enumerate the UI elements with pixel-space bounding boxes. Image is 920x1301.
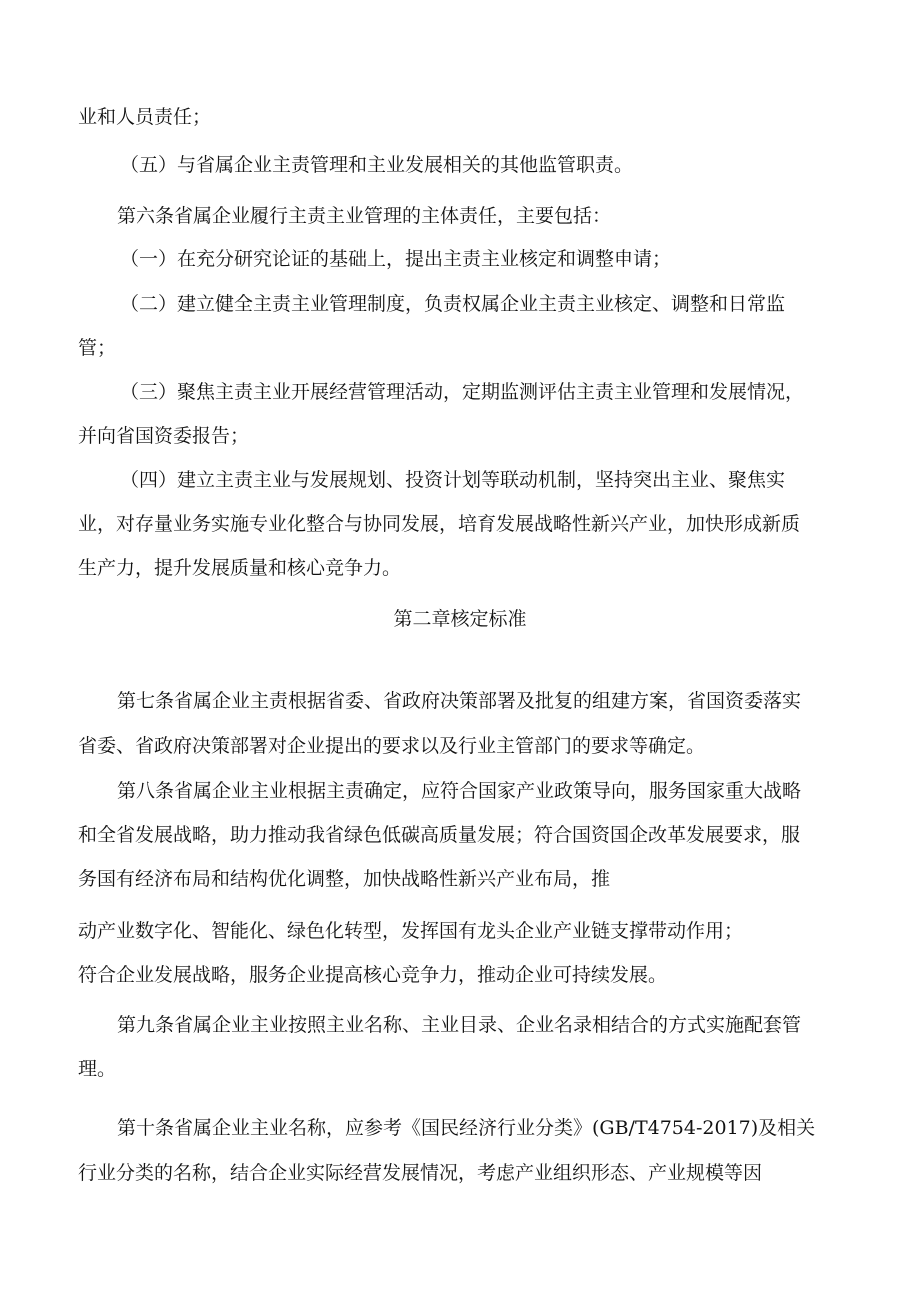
text-line: 业和人员责任； xyxy=(78,106,212,128)
text-line: 第九条省属企业主业按照主业名称、主业目录、企业名录相结合的方式实施配套管 xyxy=(117,1014,802,1036)
text-line: （五）与省属企业主责管理和主业发展相关的其他监管职责。 xyxy=(120,154,634,176)
text-line: 省委、省政府决策部署对企业提出的要求以及行业主管部门的要求等确定。 xyxy=(78,735,706,757)
text-line: 动产业数字化、智能化、绿色化转型，发挥国有龙头企业产业链支撑带动作用； xyxy=(78,920,744,942)
text-line: 业，对存量业务实施专业化整合与协同发展，培育发展战略性新兴产业，加快形成新质 xyxy=(78,513,801,535)
text-line: 符合企业发展战略，服务企业提高核心竞争力，推动企业可持续发展。 xyxy=(78,964,668,986)
text-line: 并向省国资委报告； xyxy=(78,425,250,447)
text-line: 管； xyxy=(78,337,117,359)
text-line: 生产力，提升发展质量和核心竞争力。 xyxy=(78,557,402,579)
text-line: 第六条省属企业履行主责主业管理的主体责任，主要包括： xyxy=(117,205,612,227)
text-line: （二）建立健全主责主业管理制度，负责权属企业主责主业核定、调整和日常监 xyxy=(120,293,786,315)
text-line: 行业分类的名称，结合企业实际经营发展情况，考虑产业组织形态、产业规模等因 xyxy=(78,1162,763,1184)
text-line: 理。 xyxy=(78,1058,117,1080)
text-line: （三）聚焦主责主业开展经营管理活动，定期监测评估主责主业管理和发展情况， xyxy=(120,381,805,403)
text-line: 第八条省属企业主业根据主责确定，应符合国家产业政策导向，服务国家重大战略 xyxy=(117,780,802,802)
text-line: （四）建立主责主业与发展规划、投资计划等联动机制，坚持突出主业、聚焦实 xyxy=(120,469,786,491)
text-line: （一）在充分研究论证的基础上，提出主责主业核定和调整申请； xyxy=(120,248,672,270)
text-line: 第十条省属企业主业名称，应参考《国民经济行业分类》(GB/T4754-2017)及相关 xyxy=(117,1117,816,1139)
chapter-title: 第二章核定标准 xyxy=(393,608,527,630)
text-line: 务国有经济布局和结构优化调整，加快战略性新兴产业布局，推 xyxy=(78,868,611,890)
text-line: 和全省发展战略，助力推动我省绿色低碳高质量发展；符合国资国企改革发展要求，服 xyxy=(78,824,801,846)
text-line: 第七条省属企业主责根据省委、省政府决策部署及批复的组建方案，省国资委落实 xyxy=(117,690,802,712)
